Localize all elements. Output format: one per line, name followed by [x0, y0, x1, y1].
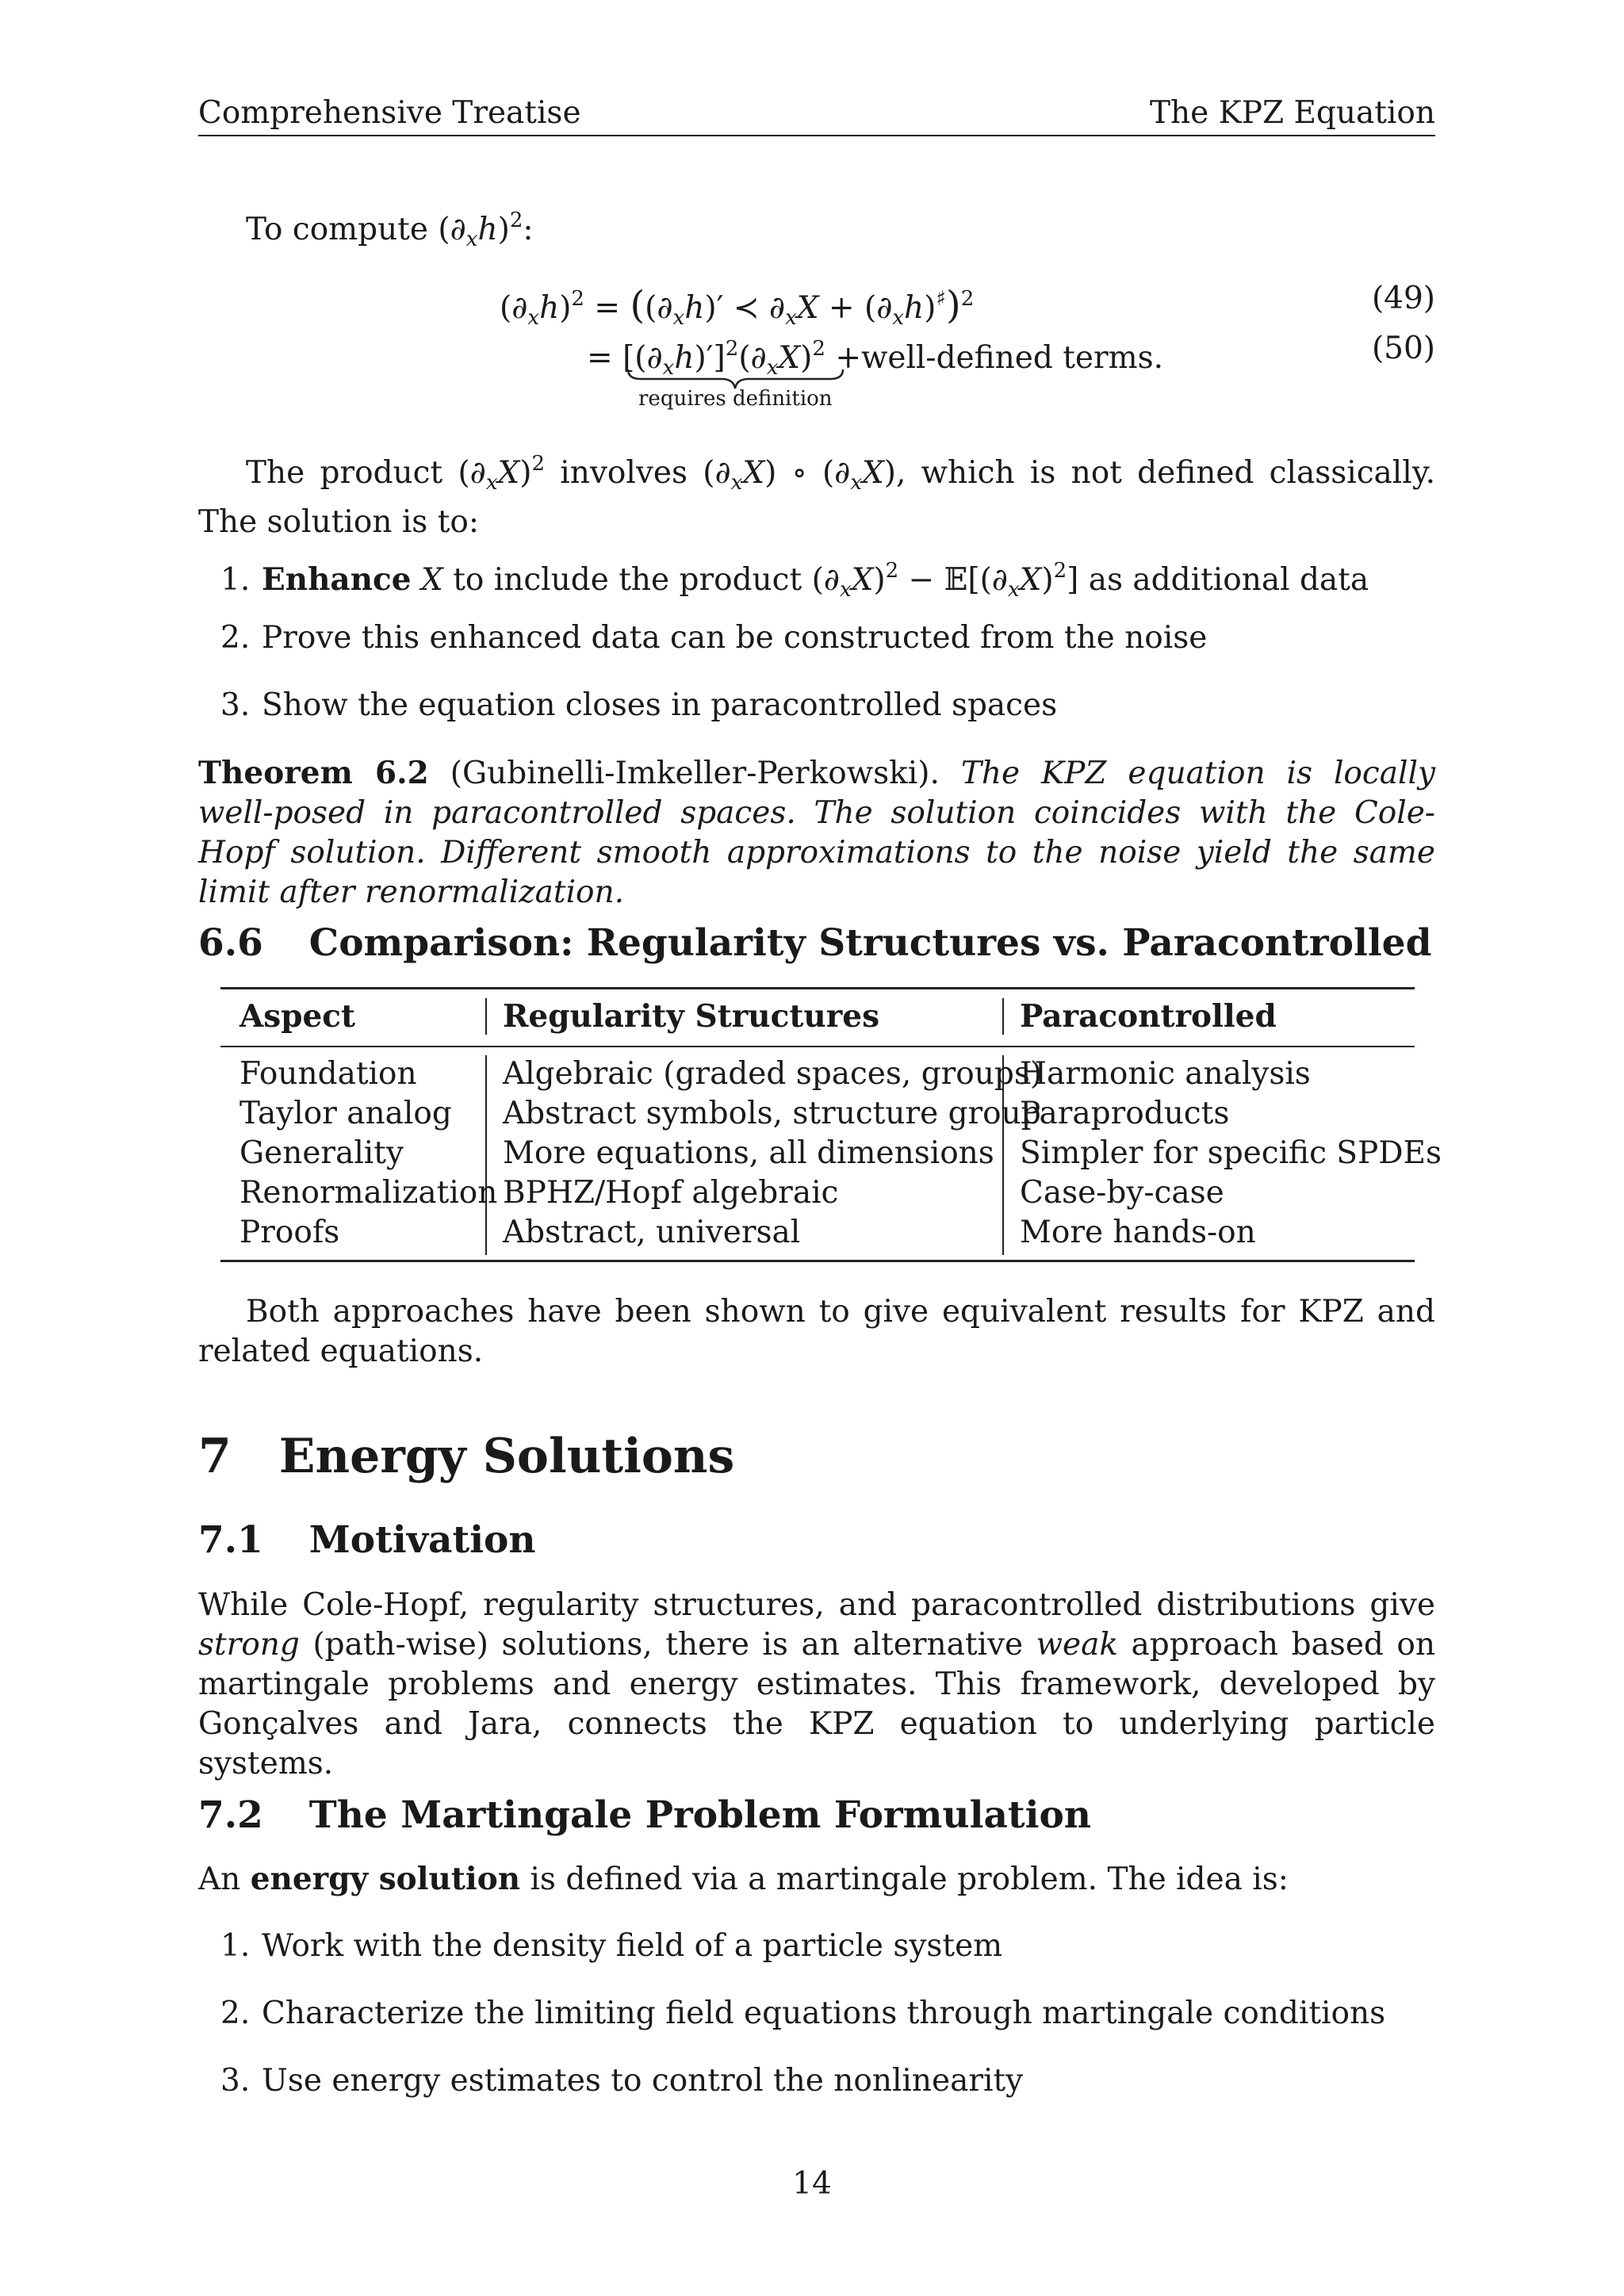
table-row: [220, 1094, 1415, 1134]
table-mid-rule: [220, 1046, 1415, 1047]
table-cell: Case-by-case: [1020, 1175, 1224, 1211]
equation-49: $(\partial_xh)^2 = ((\partial_xh)'$ ≺ $\partial_xX + (\partial_xh)^♯)^2$: [500, 283, 975, 330]
table-row: [220, 1213, 1415, 1253]
list-item: 2. Characterize the limiting field equations through martingale conditions: [220, 1996, 1386, 2031]
table-body: [220, 1054, 1442, 1253]
table-vline: [1002, 998, 1004, 1035]
table-top-rule: [220, 987, 1415, 989]
table-cell: Paraproducts: [1020, 1096, 1230, 1131]
comparison-table: [220, 987, 1442, 1265]
paragraph-product: The product $(\partial_xX)^2$ involves $(\partial_xX)$ ∘ $(\partial_xX)$, which is not defined classically. The solution is to:: [198, 452, 1435, 540]
table-row: [220, 1134, 1442, 1173]
running-header-left: Comprehensive Treatise: [198, 95, 581, 131]
equation-50: = $[(\partial_xh)']^2(\partial_xX)^2$ +well-defined terms.: [587, 337, 1163, 380]
table-cell: Proofs: [239, 1215, 340, 1250]
section-heading-6-6: 6.6 Comparison: Regularity Structures vs. Paracontrolled: [198, 921, 1432, 965]
equation-50-tail: +well-defined terms.: [835, 340, 1163, 376]
section-heading-7-2: 7.2 The Martingale Problem Formulation: [198, 1793, 1091, 1837]
table-cell: Taylor analog: [239, 1096, 452, 1131]
table-header-aspect: Aspect: [239, 998, 356, 1035]
table-bottom-rule: [220, 1260, 1415, 1262]
table-cell: Renormalization: [239, 1175, 498, 1211]
table-cell: Foundation: [239, 1056, 417, 1092]
section-heading-7-1: 7.1 Motivation: [198, 1518, 536, 1562]
paragraph-both-approaches: Both approaches have been shown to give equivalent results for KPZ and related equations.: [198, 1294, 1435, 1369]
table-cell: Abstract symbols, structure group: [503, 1096, 1041, 1131]
brace-label: requires definition: [638, 387, 833, 411]
table-row: [220, 1054, 1415, 1094]
table-cell: Harmonic analysis: [1020, 1056, 1311, 1092]
paragraph-motivation: While Cole-Hopf, regularity structures, and paracontrolled distributions give strong (path-wise) solutions, there is an alternative weak approach based on martingale problems and energy estimates. This framework, developed by Gonçalves and Jara, connects the KPZ equation to underlying particle systems.: [198, 1587, 1435, 1781]
table-cell: Generality: [239, 1135, 404, 1171]
compute-intro: To compute $(\partial_xh)^2$:: [246, 209, 534, 251]
running-header-right: The KPZ Equation: [1149, 95, 1435, 131]
table-cell: Simpler for specific SPDEs: [1020, 1135, 1442, 1171]
table-cell: More hands-on: [1020, 1215, 1256, 1250]
table-header-paracontrolled: Paracontrolled: [1020, 998, 1277, 1035]
chapter-heading-7: 7 Energy Solutions: [198, 1429, 735, 1484]
table-header-regularity: Regularity Structures: [503, 998, 880, 1035]
table-cell: More equations, all dimensions: [503, 1135, 994, 1171]
theorem-attribution: (Gubinelli-Imkeller-Perkowski).: [450, 756, 940, 791]
list-item: 2. Prove this enhanced data can be constructed from the noise: [220, 620, 1208, 656]
table-cell: BPHZ/Hopf algebraic: [503, 1175, 839, 1211]
list-item: 1. Enhance X to include the product $(\partial_xX)^2$ − $𝔼[(\partial_xX)^2]$ as additional data: [220, 559, 1369, 602]
list-item: 1. Work with the density field of a particle system: [220, 1928, 1003, 1964]
list-item: 3. Show the equation closes in paracontrolled spaces: [220, 687, 1058, 723]
table-cell: Abstract, universal: [503, 1215, 801, 1250]
theorem-6-2: [198, 753, 1435, 913]
list-item: 3. Use energy estimates to control the nonlinearity: [220, 2063, 1024, 2099]
theorem-body: The KPZ equation is locally well-posed in paracontrolled spaces. The solution coincides with the Cole-Hopf solution. Different smooth approximations to the noise yield the same limit after renormalization.: [198, 756, 1435, 910]
header-rule: [198, 135, 1435, 136]
page-number: 14: [792, 2166, 832, 2202]
equation-number-50: (50): [1371, 331, 1435, 366]
paragraph-energy-solution: An energy solution is defined via a martingale problem. The idea is:: [198, 1861, 1289, 1897]
theorem-label: Theorem 6.2: [198, 755, 429, 791]
table-vline: [485, 998, 487, 1035]
equation-number-49: (49): [1371, 281, 1435, 316]
table-cell: Algebraic (graded spaces, groups): [503, 1056, 1043, 1092]
table-row: [220, 1173, 1415, 1213]
